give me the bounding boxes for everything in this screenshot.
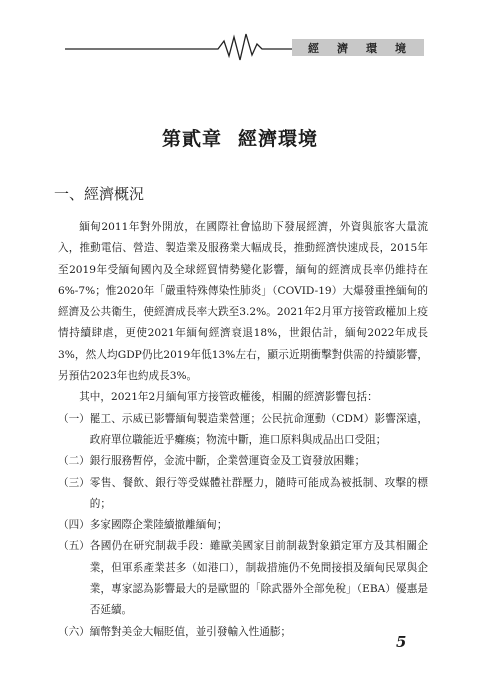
list-item-text: 各國仍在研究制裁手段：雖歐美國家目前制裁對象鎖定軍方及其相關企業，但軍系產業甚多（如港口），制裁措施仍不免間接損及緬甸民眾與企業，專家認為影響最大的是歐盟的「除武器外全部免稅」（EBA）優惠是否延續。: [89, 540, 428, 617]
paragraph: 緬甸2011年對外開放，在國際社會協助下發展經濟，外資與旅客大量流入，推動電信、營造、製造業及服務業大幅成長，推動經濟快速成長，2015年至2019年受緬甸國內及全球經貿情勢變化影響，緬甸的經濟成長率仍維持在6%-7%；惟2020年「嚴重特殊傳染性肺炎」（COVID-19）大爆發重挫緬甸的經濟及公共衛生，使經濟成長率大跌至3.2%。2021年2月軍方接管政權加上疫情持續肆虐，更使2021年緬甸經濟衰退18%，世銀估計，緬甸2022年成長3%，然人均GDP仍比2019年低13%左右，顯示近期衝擊對供需的持續影響，另預估2023年也約成長3%。: [58, 221, 428, 383]
body-text: [58, 217, 428, 643]
list-item-number: （二）: [58, 455, 90, 468]
list-item-text: 緬幣對美金大幅貶值，並引發輸入性通膨；: [89, 625, 292, 638]
list-item-number: （一）: [58, 412, 90, 425]
list-item-text: 銀行服務暫停，金流中斷，企業營運資金及工資發放困難；: [89, 455, 366, 468]
list-item: [58, 622, 428, 643]
paragraph: 其中，2021年2月緬甸軍方接管政權後，相關的經濟影響包括：: [79, 391, 378, 404]
list-item-text: 零售、餐飲、銀行等受媒體社群壓力，隨時可能成為被抵制、攻擊的標的；: [89, 476, 428, 510]
list-item: [58, 515, 428, 536]
header-char: 境: [395, 41, 408, 55]
header-char: 濟: [337, 41, 350, 55]
list-item-number: （五）: [58, 540, 90, 553]
list-item-number: （六）: [58, 625, 90, 638]
header-char: 經: [308, 41, 321, 55]
list-item: [58, 473, 428, 516]
heartbeat-rule-line: [0, 0, 480, 70]
section-heading: 一、經濟概況: [54, 185, 145, 203]
list-item-text: 罷工、示威已影響緬甸製造業營運；公民抗命運動（CDM）影響深遠，政府單位職能近乎癱瘓；物流中斷，進口原料與成品出口受阻；: [89, 412, 428, 446]
chapter-number: 第貳章: [161, 128, 222, 150]
impact-list: [58, 409, 428, 643]
header-char: 環: [366, 41, 379, 55]
list-item: [58, 409, 428, 452]
list-item: [58, 451, 428, 472]
header-section-tab: [292, 39, 424, 56]
list-item: [58, 536, 428, 621]
list-item-number: （四）: [58, 519, 90, 532]
chapter-name: 經濟環境: [238, 128, 319, 150]
list-item-text: 多家國際企業陸續撤離緬甸；: [89, 519, 228, 532]
chapter-title: [0, 124, 480, 151]
page-number: 5: [396, 633, 407, 651]
list-item-number: （三）: [58, 476, 90, 489]
running-header: [0, 0, 480, 70]
